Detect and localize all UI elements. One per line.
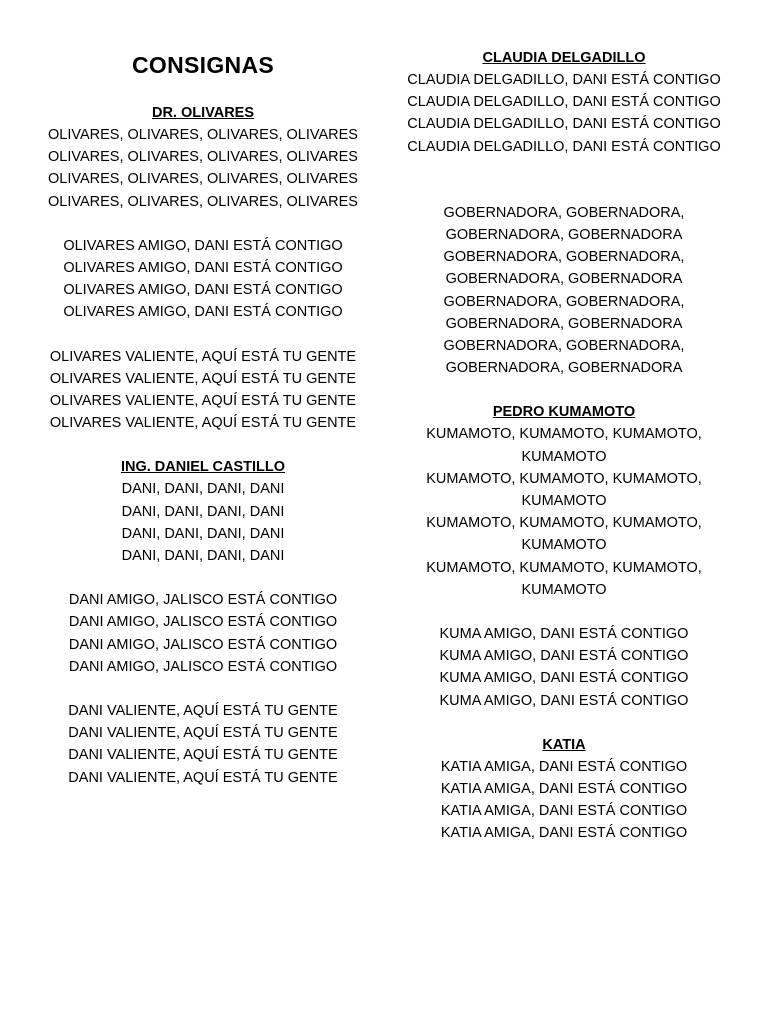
chant-line: OLIVARES VALIENTE, AQUÍ ESTÁ TU GENTE xyxy=(49,370,357,387)
chant-line: OLIVARES VALIENTE, AQUÍ ESTÁ TU GENTE xyxy=(49,348,357,365)
section-heading-kumamoto: PEDRO KUMAMOTO xyxy=(492,404,636,421)
chant-line: GOBERNADORA, GOBERNADORA xyxy=(445,315,683,332)
chant-line: DANI, DANI, DANI, DANI xyxy=(121,525,285,542)
chant-line: GOBERNADORA, GOBERNADORA xyxy=(445,227,683,244)
chant-line: DANI AMIGO, JALISCO ESTÁ CONTIGO xyxy=(68,614,338,631)
chant-line: OLIVARES, OLIVARES, OLIVARES, OLIVARES xyxy=(48,149,358,166)
chant-line: OLIVARES AMIGO, DANI ESTÁ CONTIGO xyxy=(63,282,343,299)
chant-line: KATIA AMIGA, DANI ESTÁ CONTIGO xyxy=(440,803,688,820)
page-title: CONSIGNAS xyxy=(132,52,274,78)
chant-line: CLAUDIA DELGADILLO, DANI ESTÁ CONTIGO xyxy=(407,94,721,111)
chant-line: GOBERNADORA, GOBERNADORA, xyxy=(443,293,685,310)
section-heading-olivares: DR. OLIVARES xyxy=(151,105,255,121)
section-heading-delgadillo: CLAUDIA DELGADILLO xyxy=(482,50,646,66)
chant-line: OLIVARES, OLIVARES, OLIVARES, OLIVARES xyxy=(48,171,358,188)
chant-line: KATIA AMIGA, DANI ESTÁ CONTIGO xyxy=(440,825,688,842)
chant-line: KUMA AMIGO, DANI ESTÁ CONTIGO xyxy=(439,648,689,665)
chant-line: CLAUDIA DELGADILLO, DANI ESTÁ CONTIGO xyxy=(407,116,721,133)
chant-line: KATIA AMIGA, DANI ESTÁ CONTIGO xyxy=(440,758,688,775)
chant-line: GOBERNADORA, GOBERNADORA, xyxy=(443,204,685,221)
chant-line: DANI VALIENTE, AQUÍ ESTÁ TU GENTE xyxy=(68,769,338,786)
chant-line: OLIVARES AMIGO, DANI ESTÁ CONTIGO xyxy=(63,237,343,254)
chant-line: DANI, DANI, DANI, DANI xyxy=(121,503,285,520)
chant-line: DANI VALIENTE, AQUÍ ESTÁ TU GENTE xyxy=(68,747,338,764)
chant-line: GOBERNADORA, GOBERNADORA, xyxy=(443,249,685,266)
chant-line: OLIVARES, OLIVARES, OLIVARES, OLIVARES xyxy=(48,193,358,210)
chant-line: DANI, DANI, DANI, DANI xyxy=(121,481,285,498)
chant-line: GOBERNADORA, GOBERNADORA, xyxy=(443,338,685,355)
chant-line: DANI AMIGO, JALISCO ESTÁ CONTIGO xyxy=(68,658,338,675)
chant-line: KUMAMOTO, KUMAMOTO, KUMAMOTO, KUMAMOTO xyxy=(426,559,702,598)
chant-line: KUMAMOTO, KUMAMOTO, KUMAMOTO, KUMAMOTO xyxy=(426,470,702,510)
chant-line: KUMA AMIGO, DANI ESTÁ CONTIGO xyxy=(439,626,689,643)
chant-line: OLIVARES VALIENTE, AQUÍ ESTÁ TU GENTE xyxy=(49,415,357,432)
section-heading-castillo: ING. DANIEL CASTILLO xyxy=(120,459,286,476)
chant-line: KUMAMOTO, KUMAMOTO, KUMAMOTO, KUMAMOTO xyxy=(426,426,702,465)
chant-line: OLIVARES, OLIVARES, OLIVARES, OLIVARES xyxy=(48,127,358,143)
right-column xyxy=(388,47,740,845)
chant-line: GOBERNADORA, GOBERNADORA xyxy=(445,271,683,288)
chant-line: KUMA AMIGO, DANI ESTÁ CONTIGO xyxy=(439,670,689,687)
chant-line: OLIVARES AMIGO, DANI ESTÁ CONTIGO xyxy=(63,304,343,321)
chant-line: KUMA AMIGO, DANI ESTÁ CONTIGO xyxy=(439,692,689,709)
section-heading-katia: KATIA xyxy=(542,736,586,753)
chant-line: KUMAMOTO, KUMAMOTO, KUMAMOTO, KUMAMOTO xyxy=(426,515,702,554)
chant-line: OLIVARES AMIGO, DANI ESTÁ CONTIGO xyxy=(63,260,343,277)
chant-line: GOBERNADORA, GOBERNADORA xyxy=(445,360,683,377)
chant-line: DANI AMIGO, JALISCO ESTÁ CONTIGO xyxy=(68,636,338,653)
chant-line: OLIVARES VALIENTE, AQUÍ ESTÁ TU GENTE xyxy=(49,393,357,410)
chant-line: KATIA AMIGA, DANI ESTÁ CONTIGO xyxy=(440,781,688,798)
chant-line: DANI VALIENTE, AQUÍ ESTÁ TU GENTE xyxy=(68,725,338,742)
chant-line: CLAUDIA DELGADILLO, DANI ESTÁ CONTIGO xyxy=(407,72,721,88)
chant-line: DANI AMIGO, JALISCO ESTÁ CONTIGO xyxy=(68,592,338,609)
left-column xyxy=(28,50,378,789)
chant-line: DANI VALIENTE, AQUÍ ESTÁ TU GENTE xyxy=(68,703,338,720)
chant-line: DANI, DANI, DANI, DANI xyxy=(121,548,285,565)
chant-line: CLAUDIA DELGADILLO, DANI ESTÁ CONTIGO xyxy=(407,138,721,155)
